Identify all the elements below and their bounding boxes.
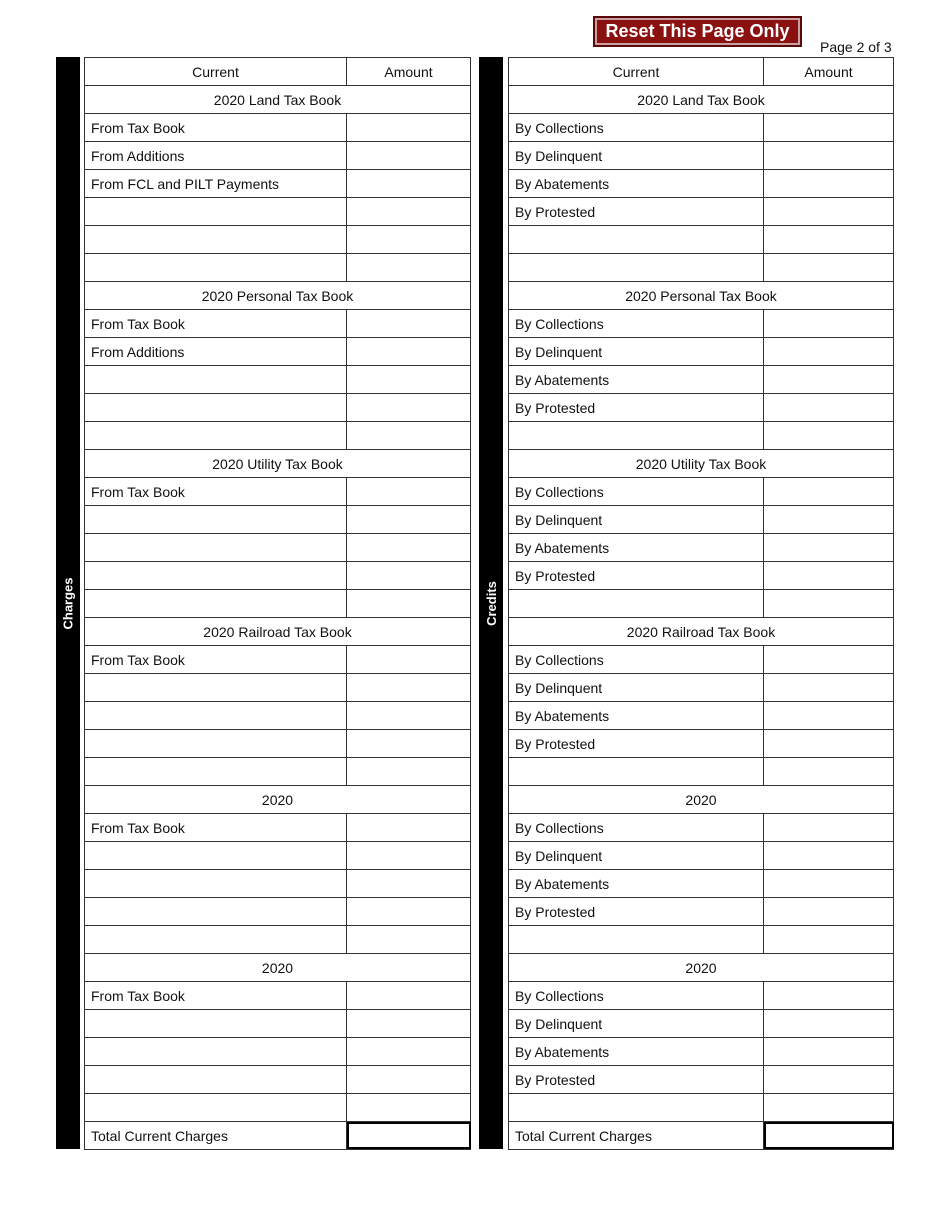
row-label: By Abatements <box>509 366 764 393</box>
amount-field[interactable] <box>764 1038 894 1065</box>
row-label: By Abatements <box>509 1038 764 1065</box>
table-row <box>509 814 894 842</box>
table-row <box>85 142 471 170</box>
row-label <box>85 702 347 729</box>
amount-field[interactable] <box>347 198 471 225</box>
amount-field[interactable] <box>347 926 471 953</box>
column-header-amount: Amount <box>764 58 894 85</box>
table-row <box>509 1038 894 1066</box>
table-row <box>85 590 471 618</box>
table-row <box>509 254 894 282</box>
section-heading <box>85 86 471 114</box>
row-label <box>85 198 347 225</box>
section-title: 2020 Personal Tax Book <box>85 282 471 309</box>
section-heading <box>85 786 471 814</box>
row-label <box>85 926 347 953</box>
table-row <box>509 226 894 254</box>
section-heading <box>509 86 894 114</box>
section-title: 2020 Railroad Tax Book <box>509 618 894 645</box>
amount-field[interactable] <box>764 674 894 701</box>
total-row <box>85 1122 471 1150</box>
table-row <box>509 730 894 758</box>
column-header-current: Current <box>509 58 764 85</box>
table-row <box>85 254 471 282</box>
table-row <box>509 758 894 786</box>
row-label: By Collections <box>509 646 764 673</box>
reset-page-button[interactable]: Reset This Page Only <box>593 16 802 47</box>
table-row <box>85 226 471 254</box>
table-row <box>85 926 471 954</box>
row-label: From Additions <box>85 142 347 169</box>
charges-header-row <box>85 58 471 86</box>
table-row <box>85 674 471 702</box>
section-heading <box>85 282 471 310</box>
row-label <box>509 422 764 449</box>
amount-field[interactable] <box>347 1038 471 1065</box>
table-row <box>509 198 894 226</box>
table-row <box>509 366 894 394</box>
table-row <box>509 646 894 674</box>
amount-field[interactable] <box>347 366 471 393</box>
table-row <box>85 982 471 1010</box>
amount-field[interactable] <box>347 338 471 365</box>
total-amount-field[interactable] <box>347 1122 471 1149</box>
row-label: By Collections <box>509 478 764 505</box>
table-row <box>85 394 471 422</box>
amount-field[interactable] <box>764 730 894 757</box>
row-label: From Tax Book <box>85 114 347 141</box>
row-label: From FCL and PILT Payments <box>85 170 347 197</box>
section-heading <box>509 786 894 814</box>
row-label <box>85 870 347 897</box>
table-row <box>85 870 471 898</box>
section-heading <box>85 618 471 646</box>
row-label: By Abatements <box>509 534 764 561</box>
amount-field[interactable] <box>347 254 471 281</box>
row-label <box>85 394 347 421</box>
amount-field[interactable] <box>347 142 471 169</box>
row-label: By Abatements <box>509 702 764 729</box>
amount-field[interactable] <box>764 982 894 1009</box>
row-label: By Protested <box>509 394 764 421</box>
row-label <box>509 926 764 953</box>
row-label <box>85 758 347 785</box>
section-title: 2020 Personal Tax Book <box>509 282 894 309</box>
amount-field[interactable] <box>347 170 471 197</box>
section-title: 2020 <box>85 954 471 981</box>
table-row <box>85 1010 471 1038</box>
row-label: By Delinquent <box>509 142 764 169</box>
table-row <box>509 142 894 170</box>
amount-field[interactable] <box>347 590 471 617</box>
row-label: By Delinquent <box>509 842 764 869</box>
table-row <box>85 478 471 506</box>
section-title: 2020 Land Tax Book <box>85 86 471 113</box>
row-label <box>85 674 347 701</box>
row-label <box>85 366 347 393</box>
charges-table <box>84 57 471 1150</box>
amount-field[interactable] <box>764 170 894 197</box>
table-row <box>85 1066 471 1094</box>
row-label <box>85 1010 347 1037</box>
row-label <box>509 1094 764 1121</box>
amount-field[interactable] <box>764 506 894 533</box>
table-row <box>509 842 894 870</box>
section-heading <box>509 282 894 310</box>
amount-field[interactable] <box>764 1010 894 1037</box>
charges-label: Charges <box>60 576 76 630</box>
row-label: By Delinquent <box>509 1010 764 1037</box>
amount-field[interactable] <box>347 310 471 337</box>
table-row <box>85 758 471 786</box>
table-row <box>509 926 894 954</box>
table-row <box>85 1038 471 1066</box>
row-label: From Tax Book <box>85 814 347 841</box>
amount-field[interactable] <box>764 842 894 869</box>
amount-field[interactable] <box>347 1066 471 1093</box>
table-row <box>509 870 894 898</box>
amount-field[interactable] <box>764 898 894 925</box>
section-title: 2020 <box>509 786 894 813</box>
row-label: By Collections <box>509 114 764 141</box>
amount-field[interactable] <box>764 590 894 617</box>
amount-field[interactable] <box>764 198 894 225</box>
table-row <box>85 702 471 730</box>
total-row <box>509 1122 894 1150</box>
table-row <box>85 506 471 534</box>
section-heading <box>509 954 894 982</box>
row-label: From Additions <box>85 338 347 365</box>
table-row <box>85 562 471 590</box>
table-row <box>85 114 471 142</box>
row-label: By Protested <box>509 562 764 589</box>
table-row <box>85 1094 471 1122</box>
table-row <box>85 814 471 842</box>
table-row <box>509 506 894 534</box>
row-label <box>85 1094 347 1121</box>
table-row <box>509 478 894 506</box>
amount-field[interactable] <box>347 842 471 869</box>
section-title: 2020 Railroad Tax Book <box>85 618 471 645</box>
row-label <box>509 254 764 281</box>
row-label: By Delinquent <box>509 674 764 701</box>
amount-field[interactable] <box>764 366 894 393</box>
table-row <box>509 590 894 618</box>
total-amount-field[interactable] <box>764 1122 894 1149</box>
row-label: By Protested <box>509 198 764 225</box>
amount-field[interactable] <box>764 114 894 141</box>
amount-field[interactable] <box>347 226 471 253</box>
row-label: From Tax Book <box>85 982 347 1009</box>
table-row <box>85 366 471 394</box>
amount-field[interactable] <box>347 478 471 505</box>
table-row <box>509 674 894 702</box>
amount-field[interactable] <box>347 1010 471 1037</box>
row-label: From Tax Book <box>85 478 347 505</box>
amount-field[interactable] <box>764 646 894 673</box>
row-label: By Delinquent <box>509 506 764 533</box>
amount-field[interactable] <box>764 338 894 365</box>
amount-field[interactable] <box>764 394 894 421</box>
section-heading <box>85 954 471 982</box>
amount-field[interactable] <box>347 1094 471 1121</box>
amount-field[interactable] <box>764 226 894 253</box>
amount-field[interactable] <box>764 1066 894 1093</box>
table-row <box>85 422 471 450</box>
amount-field[interactable] <box>764 870 894 897</box>
amount-field[interactable] <box>764 926 894 953</box>
row-label <box>509 590 764 617</box>
table-row <box>85 730 471 758</box>
section-title: 2020 Utility Tax Book <box>509 450 894 477</box>
column-header-amount: Amount <box>347 58 471 85</box>
amount-field[interactable] <box>347 730 471 757</box>
row-label: By Abatements <box>509 870 764 897</box>
row-label <box>85 730 347 757</box>
row-label: By Abatements <box>509 170 764 197</box>
amount-field[interactable] <box>347 114 471 141</box>
table-row <box>509 338 894 366</box>
amount-field[interactable] <box>764 758 894 785</box>
table-row <box>509 422 894 450</box>
row-label: Total Current Charges <box>509 1122 764 1149</box>
amount-field[interactable] <box>347 562 471 589</box>
amount-field[interactable] <box>764 534 894 561</box>
table-row <box>509 702 894 730</box>
amount-field[interactable] <box>347 534 471 561</box>
amount-field[interactable] <box>764 142 894 169</box>
section-title: 2020 <box>85 786 471 813</box>
amount-field[interactable] <box>764 562 894 589</box>
row-label: By Protested <box>509 1066 764 1093</box>
amount-field[interactable] <box>764 814 894 841</box>
row-label: By Delinquent <box>509 338 764 365</box>
amount-field[interactable] <box>347 870 471 897</box>
table-row <box>85 534 471 562</box>
amount-field[interactable] <box>764 1094 894 1121</box>
credits-table <box>508 57 894 1150</box>
row-label: By Collections <box>509 982 764 1009</box>
table-row <box>85 170 471 198</box>
amount-field[interactable] <box>347 394 471 421</box>
amount-field[interactable] <box>347 702 471 729</box>
section-title: 2020 <box>509 954 894 981</box>
table-row <box>509 394 894 422</box>
row-label <box>85 534 347 561</box>
column-header-current: Current <box>85 58 347 85</box>
row-label <box>85 506 347 533</box>
row-label <box>85 226 347 253</box>
table-row <box>509 310 894 338</box>
charges-side-label <box>56 57 80 1149</box>
amount-field[interactable] <box>764 254 894 281</box>
table-row <box>85 198 471 226</box>
table-row <box>509 1066 894 1094</box>
row-label: Total Current Charges <box>85 1122 347 1149</box>
row-label: By Protested <box>509 730 764 757</box>
row-label: From Tax Book <box>85 310 347 337</box>
amount-field[interactable] <box>347 758 471 785</box>
table-row <box>85 338 471 366</box>
amount-field[interactable] <box>347 646 471 673</box>
table-row <box>509 982 894 1010</box>
amount-field[interactable] <box>764 310 894 337</box>
section-title: 2020 Utility Tax Book <box>85 450 471 477</box>
table-row <box>509 170 894 198</box>
table-row <box>509 1094 894 1122</box>
amount-field[interactable] <box>347 814 471 841</box>
row-label <box>85 254 347 281</box>
amount-field[interactable] <box>764 478 894 505</box>
row-label <box>85 1038 347 1065</box>
amount-field[interactable] <box>347 506 471 533</box>
amount-field[interactable] <box>347 674 471 701</box>
table-row <box>509 898 894 926</box>
section-heading <box>509 450 894 478</box>
row-label: By Collections <box>509 310 764 337</box>
row-label <box>85 898 347 925</box>
amount-field[interactable] <box>764 702 894 729</box>
row-label: From Tax Book <box>85 646 347 673</box>
table-row <box>509 114 894 142</box>
row-label: By Collections <box>509 814 764 841</box>
row-label <box>85 590 347 617</box>
table-row <box>509 534 894 562</box>
section-title: 2020 Land Tax Book <box>509 86 894 113</box>
amount-field[interactable] <box>347 898 471 925</box>
table-row <box>85 842 471 870</box>
credits-side-label <box>479 57 503 1149</box>
row-label: By Protested <box>509 898 764 925</box>
credits-label: Credits <box>483 580 499 626</box>
table-row <box>509 562 894 590</box>
amount-field[interactable] <box>347 422 471 449</box>
page-number: Page 2 of 3 <box>820 39 892 55</box>
section-heading <box>85 450 471 478</box>
table-row <box>85 646 471 674</box>
row-label <box>85 1066 347 1093</box>
table-row <box>509 1010 894 1038</box>
table-row <box>85 898 471 926</box>
amount-field[interactable] <box>347 982 471 1009</box>
table-row <box>85 310 471 338</box>
row-label <box>85 422 347 449</box>
amount-field[interactable] <box>764 422 894 449</box>
row-label <box>85 562 347 589</box>
row-label <box>509 758 764 785</box>
section-heading <box>509 618 894 646</box>
credits-header-row <box>509 58 894 86</box>
row-label <box>85 842 347 869</box>
row-label <box>509 226 764 253</box>
